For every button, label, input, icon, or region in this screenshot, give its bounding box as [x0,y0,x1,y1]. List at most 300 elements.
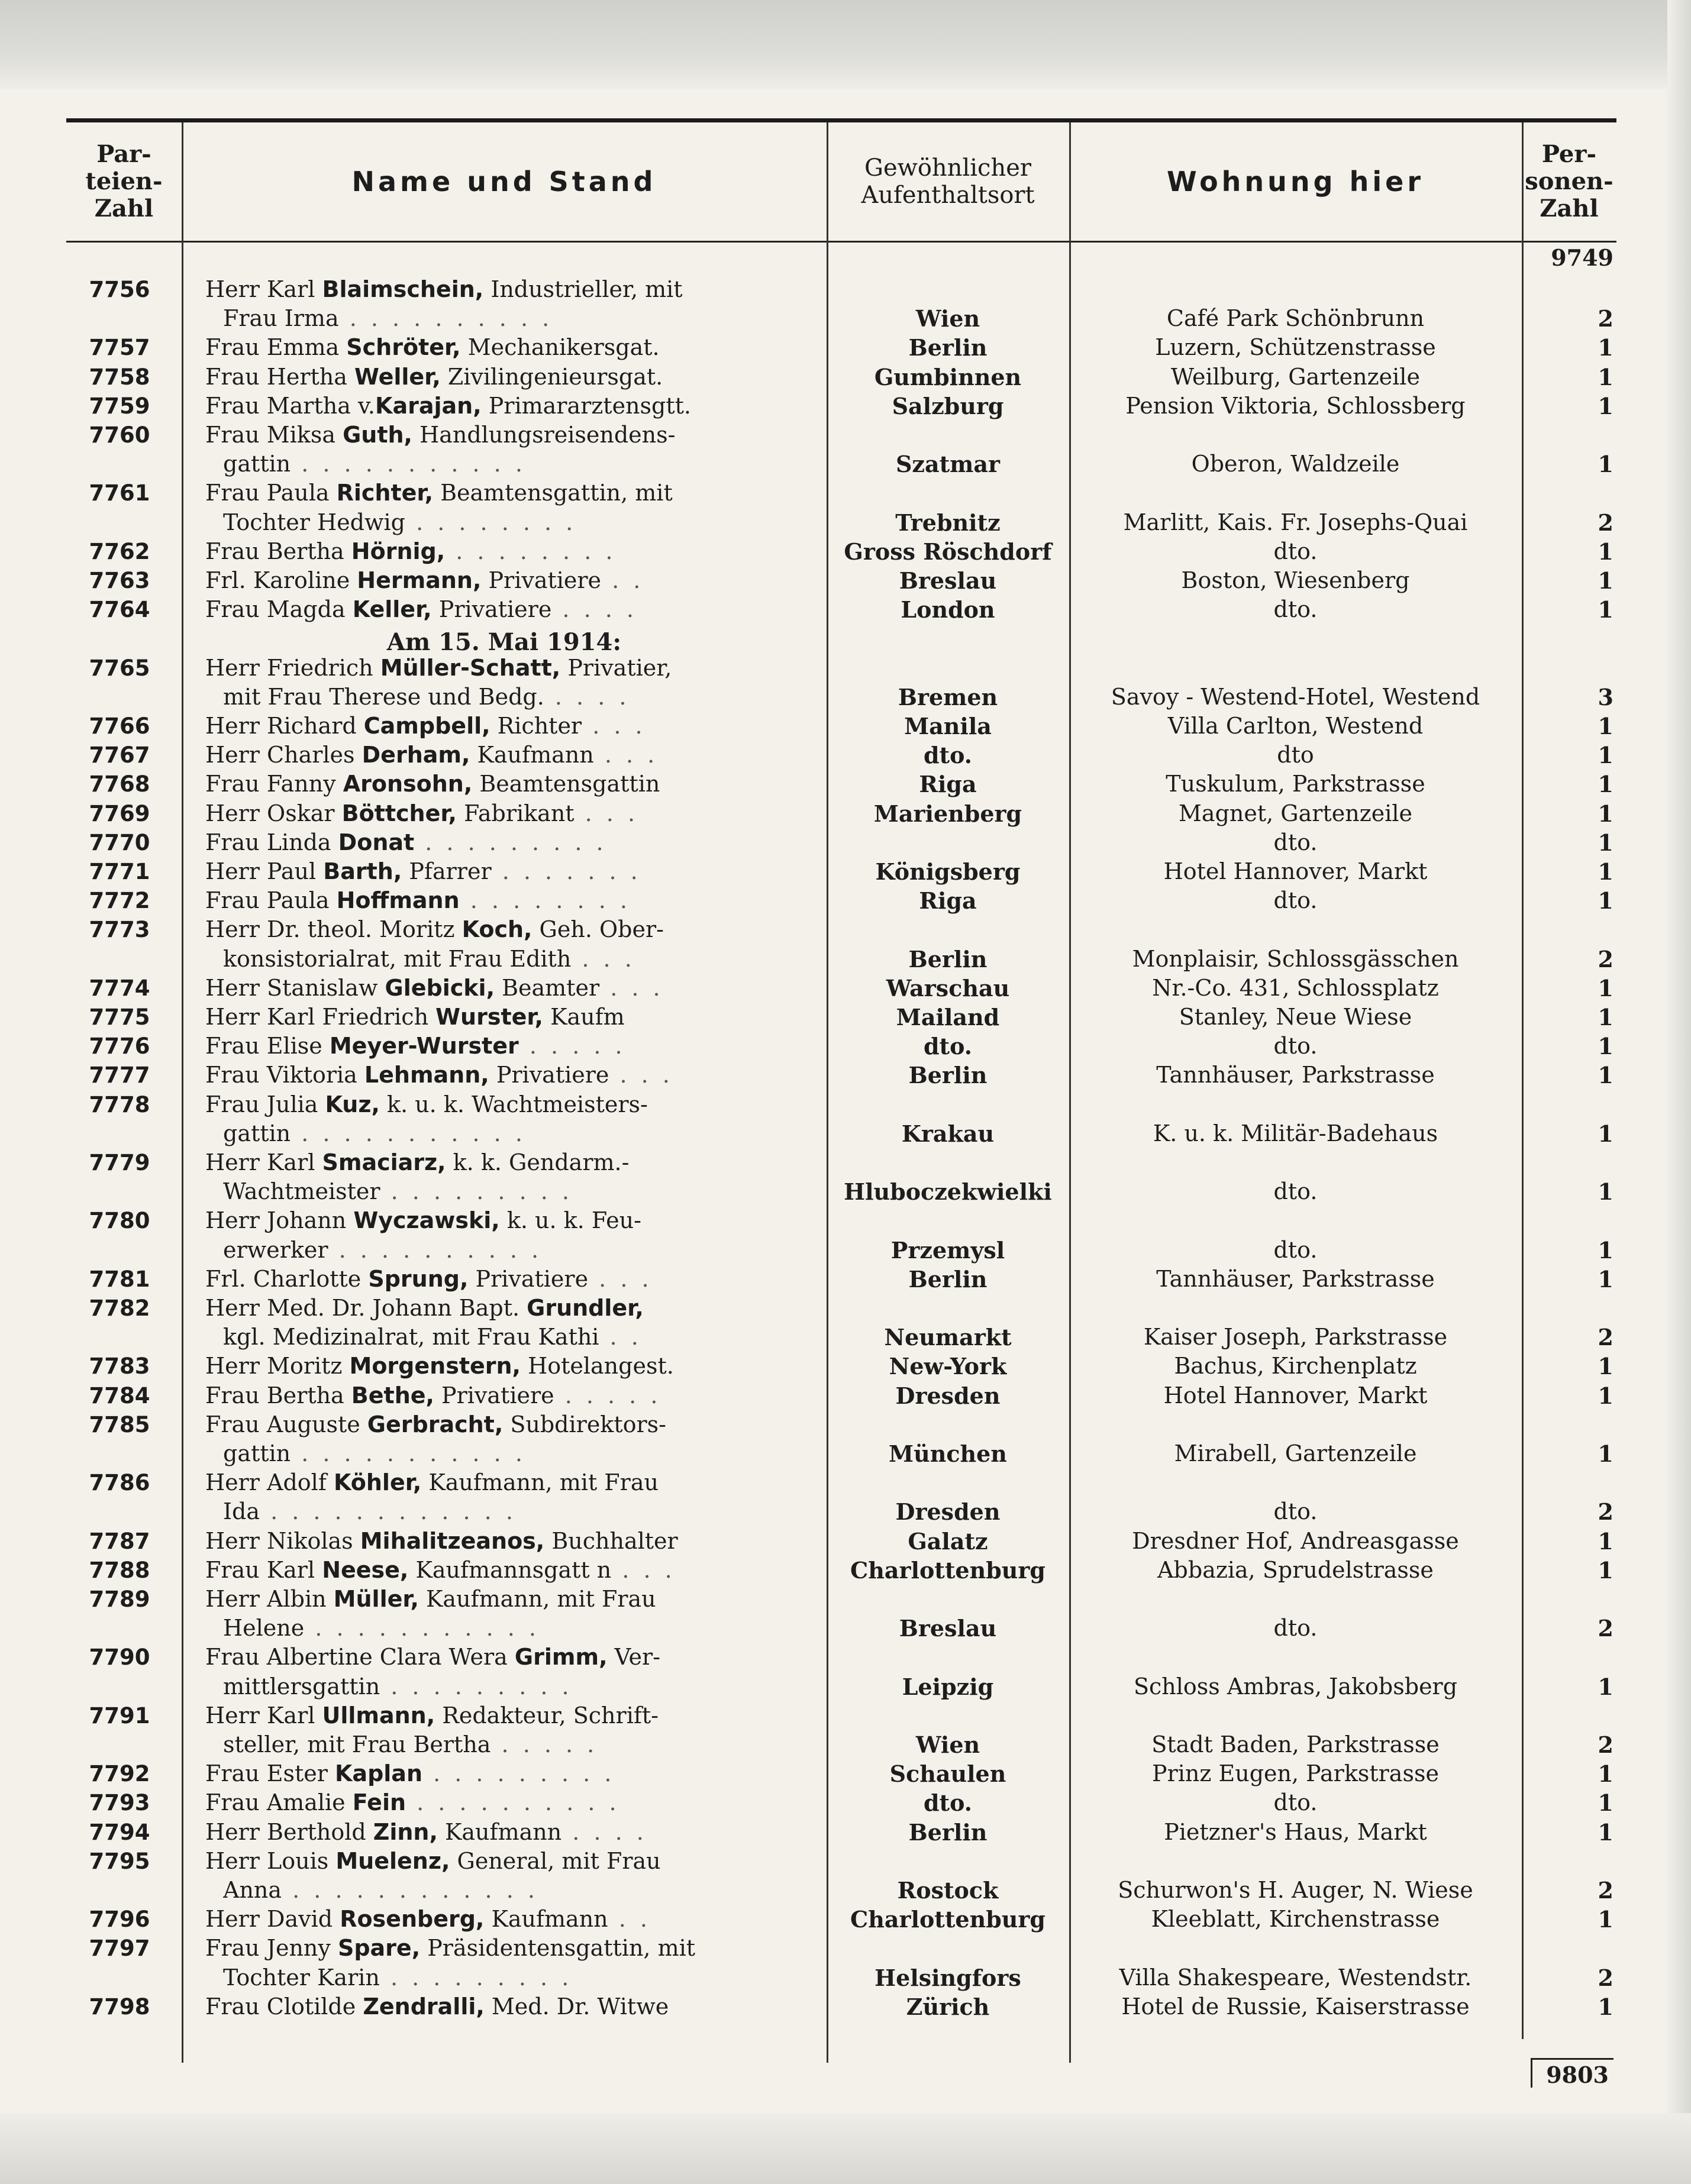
register-entry [66,1992,1616,2021]
register-entry [66,1090,1616,1119]
leader-dots: . . . . [561,1819,647,1845]
surname: Ullmann, [322,1702,435,1729]
party-number: 7778 [89,1092,150,1117]
register-entry [66,1643,1616,1672]
origin-place: dto. [923,1789,973,1816]
register-entry [66,828,1616,857]
name-detail: Kaufmann [437,1819,562,1845]
header-origin [827,122,1069,241]
leader-dots: . . . . . . . . . [380,1673,573,1700]
name-title: Frau Emma [205,334,347,360]
name-detail: gattin [223,1120,291,1146]
origin-place: Manila [904,713,992,739]
register-page [66,118,1616,2110]
name-detail: Geh. Ober- [532,916,664,942]
name-and-status [205,275,821,304]
party-number: 7761 [89,480,150,506]
party-number: 7760 [89,422,150,448]
name-detail: General, mit Frau [450,1848,661,1874]
register-entry [66,392,1616,421]
register-entry [66,1352,1616,1381]
name-detail: Kaufmann, mit Frau [418,1586,656,1612]
leader-dots: . . . [599,975,664,1001]
surname: Sprung, [368,1266,469,1292]
entry-continuation-line [66,1236,1616,1265]
name-detail: Privatiere [431,596,552,622]
register-entry [66,1410,1616,1439]
register-entry [66,1206,1616,1235]
party-number: 7797 [89,1936,150,1961]
entry-continuation-line [66,1119,1616,1148]
name-detail: Ver- [607,1644,661,1670]
register-entry [66,886,1616,915]
name-detail: Präsidentensgattin, mit [420,1935,696,1961]
party-number: 7771 [89,859,150,884]
local-address: Savoy - Westend-Hotel, Westend [1111,684,1480,710]
surname: Grundler, [527,1295,644,1321]
name-and-status [205,1556,821,1585]
leader-dots: . . . . . . . . . [380,1178,573,1204]
name-title: Frau Elise [205,1033,330,1059]
name-and-status [205,1381,821,1410]
name-and-status [223,683,838,712]
person-count: 1 [1598,538,1613,565]
origin-place: Königsberg [875,858,1021,885]
origin-place: Marienberg [873,800,1022,827]
name-title: Frau Jenny [205,1935,338,1961]
name-title: Herr Charles [205,742,362,768]
name-and-status [205,1992,821,2021]
name-detail: Privatiere [434,1382,554,1408]
entry-continuation-line [66,945,1616,974]
name-detail: Wachtmeister [223,1178,380,1204]
leader-dots: . . . . . [518,1033,626,1059]
origin-place: Bremen [898,684,998,710]
name-detail: Subdirektors- [503,1411,666,1437]
origin-place: Zürich [906,1994,990,2020]
name-and-status [205,333,821,362]
person-count: 1 [1598,1266,1613,1293]
party-number: 7787 [89,1529,150,1554]
name-detail: Handlungsreisendens- [412,422,676,448]
name-title: Herr Nikolas [205,1528,360,1554]
person-count: 2 [1598,509,1613,536]
local-address: Prinz Eugen, Parkstrasse [1152,1760,1439,1786]
name-and-status [223,450,838,479]
person-count: 2 [1598,305,1613,332]
register-entry [66,974,1616,1003]
local-address: Monplaisir, Schlossgässchen [1132,946,1459,972]
name-and-status [205,1090,821,1119]
local-address: Villa Shakespeare, Westendstr. [1119,1965,1472,1991]
surname: Blaimschein, [322,276,484,302]
party-number: 7779 [89,1150,150,1175]
origin-place: Mailand [896,1004,1000,1030]
origin-place: München [889,1440,1007,1467]
register-entry [66,915,1616,944]
local-address: dto. [1273,1498,1318,1524]
name-and-status [205,479,821,508]
register-entry [66,363,1616,392]
person-count: 1 [1598,334,1613,361]
name-detail: Ida [223,1498,260,1524]
name-and-status [205,1032,821,1061]
local-address: Nr.-Co. 431, Schlossplatz [1152,975,1439,1001]
name-and-status [205,1934,821,1963]
leader-dots: . . . . . . . . . [414,829,607,855]
party-number: 7759 [89,393,150,419]
origin-place: Szatmar [895,451,1001,477]
register-entry [66,1381,1616,1410]
name-detail: Frau Irma [223,305,339,331]
person-count: 2 [1598,1498,1613,1525]
party-number: 7794 [89,1820,150,1845]
origin-place: Breslau [899,1615,997,1642]
local-address: Weilburg, Gartenzeile [1171,364,1420,390]
name-detail: Primararztensgtt. [481,393,691,419]
person-count: 2 [1598,1731,1613,1758]
name-detail: Zivilingenieursgat. [440,364,663,390]
party-number: 7784 [89,1383,150,1408]
name-detail: Hotelangest. [521,1353,674,1379]
local-address: Kaiser Joseph, Parkstrasse [1143,1324,1448,1350]
origin-place: Charlottenburg [850,1557,1045,1584]
register-entry [66,1934,1616,1963]
name-detail: Privatiere [468,1266,589,1292]
name-title: Herr Karl [205,276,322,302]
entry-continuation-line [66,1614,1616,1643]
origin-place: Warschau [886,975,1010,1001]
surname: Müller-Schatt, [380,655,561,681]
name-title: Frau Magda [205,596,353,622]
name-detail: Richter [490,713,582,739]
person-count: 1 [1598,1528,1613,1555]
surname: Donat [338,829,415,855]
name-detail: Kaufmann, mit Frau [421,1469,659,1495]
leader-dots: . . . . . . . . [459,887,631,913]
origin-place: London [901,596,995,623]
origin-place: Hluboczekwielki [844,1178,1052,1205]
local-address: Schloss Ambras, Jakobsberg [1133,1673,1458,1700]
entry-continuation-line [66,1323,1616,1352]
name-detail: Anna [223,1877,282,1903]
surname: Schröter, [346,334,461,360]
surname: Neese, [322,1557,409,1583]
party-number: 7765 [89,655,150,681]
name-and-status [205,595,821,624]
surname: Glebicki, [385,975,495,1001]
leader-dots: . . . . . . . . . [422,1760,615,1786]
name-and-status [223,1119,838,1148]
name-detail: Helene [223,1615,305,1641]
person-count: 1 [1598,742,1613,768]
surname: Zinn, [373,1819,438,1845]
name-title: Frau Bertha [205,538,351,564]
surname: Hoffmann [336,887,460,913]
person-count: 2 [1598,1965,1613,1991]
entry-continuation-line [66,1497,1616,1526]
leader-dots: . . . [593,742,659,768]
leader-dots: . . . . . . . . . . . [291,1120,526,1146]
surname: Hermann, [357,567,482,593]
leader-dots: . . . . . . . . . . . [304,1615,540,1641]
register-entry [66,1905,1616,1934]
party-number: 7792 [89,1761,150,1786]
person-count: 1 [1598,364,1613,390]
local-address: dto. [1273,1615,1318,1641]
name-and-status [205,363,821,392]
register-entry [66,799,1616,828]
surname: Müller, [333,1586,419,1612]
origin-place: Breslau [899,567,997,594]
name-and-status [205,1265,821,1294]
local-address: Luzern, Schützenstrasse [1155,334,1436,360]
name-title: Herr David [205,1906,340,1932]
name-and-status [205,828,821,857]
origin-place: Riga [919,771,977,797]
name-title: Frau Viktoria [205,1062,364,1088]
person-count: 2 [1598,1877,1613,1904]
party-number: 7764 [89,597,150,622]
name-and-status [205,915,821,944]
scan-bottom-margin [0,2113,1691,2184]
leader-dots: . . [608,1906,651,1932]
leader-dots: . . . . . . . . . . [328,1237,543,1263]
name-detail: Pfarrer [402,858,492,884]
local-address: Pietzner's Haus, Markt [1164,1819,1427,1845]
person-count: 3 [1598,684,1613,710]
person-count: 1 [1598,567,1613,594]
person-count: 2 [1598,1324,1613,1351]
name-and-status [223,508,838,537]
origin-place: Neumarkt [884,1324,1012,1351]
register-entry [66,1468,1616,1497]
leader-dots: . . . . . . . . [405,509,577,535]
local-address: Schurwon's H. Auger, N. Wiese [1118,1877,1473,1903]
person-count: 1 [1598,829,1613,856]
name-title: Herr Richard [205,713,364,739]
name-detail: Tochter Karin [223,1965,380,1991]
entry-continuation-line [66,1439,1616,1468]
local-address: Abbazia, Sprudelstrasse [1157,1557,1434,1583]
register-entry [66,1556,1616,1585]
party-number: 7770 [89,830,150,855]
name-title: Frau Linda [205,829,338,855]
local-address: dto. [1273,1178,1318,1204]
register-entry [66,1294,1616,1323]
surname: Derham, [362,742,470,768]
name-and-status [205,1206,821,1235]
name-detail: Tochter Hedwig [223,509,405,535]
person-count: 1 [1598,1033,1613,1059]
name-title: Frau Martha v. [205,393,375,419]
name-title: Frau Paula [205,480,337,506]
name-detail: steller, mit Frau Bertha [223,1731,491,1757]
person-count: 1 [1598,393,1613,419]
origin-place: Leipzig [902,1673,994,1700]
header-party-count-text: Par- teien- Zahl [85,140,163,222]
surname: Barth, [323,858,402,884]
name-and-status [205,1847,821,1876]
surname: Gerbracht, [367,1411,504,1437]
name-and-status [223,1236,838,1265]
local-address: Tannhäuser, Parkstrasse [1156,1062,1435,1088]
name-and-status [205,799,821,828]
name-and-status [205,1527,821,1556]
origin-place: Schaulen [889,1760,1006,1787]
name-detail: Industrieller, mit [483,276,683,302]
origin-place: Przemysl [890,1237,1005,1264]
local-address: dto. [1273,1789,1318,1815]
name-and-status [223,1497,838,1526]
party-number: 7781 [89,1267,150,1292]
origin-place: Dresden [895,1498,1001,1525]
origin-place: Krakau [901,1120,995,1147]
leader-dots: . . . . . . . . . . . [291,1440,526,1466]
header-persons-text: Per- sonen- Zahl [1525,140,1613,222]
surname: Karajan, [375,393,482,419]
person-count: 1 [1598,800,1613,827]
name-detail: Privatiere [489,1062,609,1088]
name-title: Frau Paula [205,887,337,913]
name-and-status [205,1759,821,1788]
header-rule [66,241,1616,243]
name-title: Herr Louis [205,1848,336,1874]
origin-place: Berlin [908,1819,988,1846]
local-address: Villa Carlton, Westend [1167,713,1424,739]
origin-place: Berlin [908,334,988,361]
name-detail: Kaufmann [470,742,594,768]
person-count: 1 [1598,451,1613,477]
party-number: 7776 [89,1033,150,1059]
leader-dots: . . . . . . . . . [379,1965,573,1991]
name-title: Herr Johann [205,1207,354,1233]
entry-continuation-line [66,450,1616,479]
register-entry [66,857,1616,886]
entry-continuation-line [66,1177,1616,1206]
leader-dots: . . . [571,946,635,972]
name-detail: Mechanikersgat. [460,334,660,360]
leader-dots: . . . . . . . . . . . [291,451,526,477]
carry-over-total: 9749 [1551,244,1613,271]
name-title: Herr Berthold [205,1819,373,1845]
register-entry [66,275,1616,304]
leader-dots: . . . [611,1557,676,1583]
name-title: Frau Julia [205,1091,325,1117]
name-and-status [205,1701,821,1730]
local-address: Stadt Baden, Parkstrasse [1151,1731,1440,1757]
name-and-status [205,1352,821,1381]
name-detail: Kaufmannsgatt n [408,1557,612,1583]
section-heading: Am 15. Mai 1914: [386,628,622,656]
local-address: Hotel Hannover, Markt [1163,858,1428,884]
entry-continuation-line [66,1672,1616,1701]
surname: Lehmann, [364,1062,489,1088]
local-address: dto. [1273,596,1318,622]
name-title: Frau Albertine Clara Wera [205,1644,515,1670]
name-title: Herr Paul [205,858,324,884]
person-count: 1 [1598,887,1613,914]
local-address: Marlitt, Kais. Fr. Josephs-Quai [1123,509,1468,535]
origin-place: Dresden [895,1382,1001,1409]
surname: Muelenz, [335,1848,450,1874]
leader-dots: . . . . . . . . . . [406,1789,620,1815]
scan-right-margin [1667,0,1691,2184]
party-number: 7773 [89,917,150,942]
name-detail: erwerker [223,1237,328,1263]
party-number: 7758 [89,364,150,390]
surname: Kuz, [325,1091,380,1117]
entry-continuation-line [66,1876,1616,1905]
party-number: 7780 [89,1208,150,1233]
person-count: 1 [1598,1353,1613,1379]
local-address: Oberon, Waldzeile [1191,451,1400,477]
name-title: Frau Auguste [205,1411,367,1437]
surname: Guth, [343,422,412,448]
name-title: Frau Clotilde [205,1994,363,2020]
party-number: 7767 [89,742,150,768]
name-and-status [205,974,821,1003]
surname: Weller, [354,364,441,390]
register-entry [66,741,1616,770]
person-count: 1 [1598,1819,1613,1846]
party-number: 7768 [89,771,150,797]
register-entry [66,1527,1616,1556]
party-number: 7788 [89,1558,150,1583]
register-entry [66,421,1616,450]
header-address-text: Wohnung hier [1166,165,1425,198]
name-title: Frau Bertha [205,1382,351,1408]
origin-place: Gross Röschdorf [844,538,1052,565]
origin-place: Wien [915,305,980,332]
register-entry [66,1759,1616,1788]
header-address [1069,122,1522,241]
party-number: 7796 [89,1907,150,1932]
party-number: 7793 [89,1790,150,1815]
surname: Keller, [352,596,432,622]
party-number: 7783 [89,1353,150,1379]
name-and-status [205,1643,821,1672]
leader-dots: . . . [609,1062,673,1088]
entry-continuation-line [66,683,1616,712]
register-entry [66,654,1616,683]
local-address: dto. [1273,538,1318,564]
person-count: 1 [1598,713,1613,739]
party-number: 7775 [89,1004,150,1030]
person-count: 1 [1598,1237,1613,1264]
origin-place: Galatz [908,1528,988,1555]
local-address: Pension Viktoria, Schlossberg [1125,393,1466,419]
surname: Köhler, [333,1469,422,1495]
register-entry [66,479,1616,508]
name-and-status [223,945,838,974]
header-persons [1522,122,1616,241]
name-and-status [205,1148,821,1177]
leader-dots: . . . [588,1266,653,1292]
name-and-status [223,1323,838,1352]
name-and-status [205,566,821,595]
name-detail: Redakteur, Schrift- [435,1702,659,1729]
entry-continuation-line [66,1730,1616,1759]
name-detail: k. u. k. Feu- [499,1207,641,1233]
name-and-status [205,1410,821,1439]
origin-place: Helsingfors [874,1965,1021,1991]
surname: Bethe, [351,1382,434,1408]
local-address: dto. [1273,887,1318,913]
register-entry [66,712,1616,741]
local-address: Bachus, Kirchenplatz [1174,1353,1417,1379]
person-count: 1 [1598,1557,1613,1584]
